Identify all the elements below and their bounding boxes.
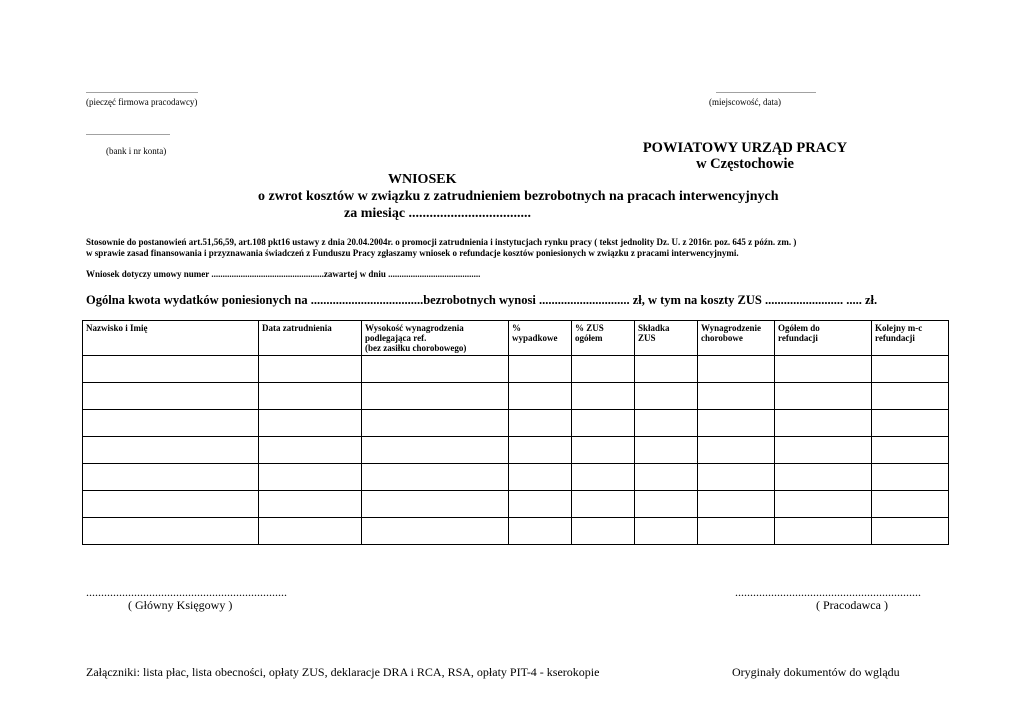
office-name xyxy=(560,140,930,172)
table-row xyxy=(83,383,949,410)
document-subtitle: o zwrot kosztów w związku z zatrudnieniem bezrobotnych na pracach interwencyjnych xyxy=(258,189,779,204)
table-cell[interactable] xyxy=(698,383,775,410)
col-name: Nazwisko i Imię xyxy=(83,321,259,356)
table-cell[interactable] xyxy=(259,383,362,410)
table-cell[interactable] xyxy=(509,518,572,545)
stamp-dots: ........................................................ xyxy=(86,86,198,95)
col-zus-contribution: Składka ZUS xyxy=(635,321,698,356)
table-cell[interactable] xyxy=(572,491,635,518)
table-cell[interactable] xyxy=(509,437,572,464)
table-cell[interactable] xyxy=(572,410,635,437)
table-cell[interactable] xyxy=(775,383,872,410)
table-cell[interactable] xyxy=(509,491,572,518)
table-cell[interactable] xyxy=(775,464,872,491)
table-cell[interactable] xyxy=(698,464,775,491)
table-cell[interactable] xyxy=(83,518,259,545)
stamp-label: (pieczęć firmowa pracodawcy) xyxy=(86,97,198,107)
office-line-1: POWIATOWY URZĄD PRACY xyxy=(642,140,848,156)
table-row xyxy=(83,491,949,518)
table-cell[interactable] xyxy=(775,410,872,437)
table-cell[interactable] xyxy=(509,356,572,383)
table-cell[interactable] xyxy=(83,464,259,491)
table-cell[interactable] xyxy=(362,410,509,437)
table-row xyxy=(83,356,949,383)
table-cell[interactable] xyxy=(259,464,362,491)
table-cell[interactable] xyxy=(83,491,259,518)
table-cell[interactable] xyxy=(259,356,362,383)
table-cell[interactable] xyxy=(872,518,949,545)
office-line-2: w Częstochowie xyxy=(696,156,794,172)
table-cell[interactable] xyxy=(635,518,698,545)
table-row xyxy=(83,518,949,545)
employees-table xyxy=(82,320,949,545)
total-amount-line: Ogólna kwota wydatków poniesionych na ....................................bezrobotnych wynosi ............................. zł, w tym na koszty ZUS ......................... ..... zł. xyxy=(86,293,878,307)
table-header-row xyxy=(83,321,949,356)
table-cell[interactable] xyxy=(509,410,572,437)
table-cell[interactable] xyxy=(259,437,362,464)
table-cell[interactable] xyxy=(698,437,775,464)
table-cell[interactable] xyxy=(635,464,698,491)
table-cell[interactable] xyxy=(698,356,775,383)
col-employment-date: Data zatrudnienia xyxy=(259,321,362,356)
attachments-note: Załączniki: lista płac, lista obecności, opłaty ZUS, deklaracje DRA i RCA, RSA, opłaty PIT-4 - kserokopie xyxy=(86,665,600,679)
col-total-refund: Ogółem do refundacji xyxy=(775,321,872,356)
table-cell[interactable] xyxy=(259,491,362,518)
table-cell[interactable] xyxy=(362,437,509,464)
table-cell[interactable] xyxy=(635,437,698,464)
table-cell[interactable] xyxy=(635,410,698,437)
col-accident-percent: % wypadkowe xyxy=(509,321,572,356)
table-cell[interactable] xyxy=(83,383,259,410)
chief-accountant-dots: ................................................................... xyxy=(86,585,287,599)
employer-label: ( Pracodawca ) xyxy=(816,598,888,612)
table-cell[interactable] xyxy=(698,518,775,545)
table-cell[interactable] xyxy=(509,383,572,410)
table-cell[interactable] xyxy=(872,383,949,410)
table-cell[interactable] xyxy=(572,437,635,464)
table-cell[interactable] xyxy=(362,464,509,491)
table-cell[interactable] xyxy=(509,464,572,491)
col-sick-pay: Wynagrodzenie chorobowe xyxy=(698,321,775,356)
table-cell[interactable] xyxy=(635,491,698,518)
chief-accountant-label: ( Główny Księgowy ) xyxy=(128,598,233,612)
legal-basis-line-1: Stosownie do postanowień art.51,56,59, art.108 pkt16 ustawy z dnia 20.04.2004r. o promocji zatrudnienia i instytucjach rynku pracy ( tekst jednolity Dz. U. z 2016r. poz. 645 z późn. zm. ) xyxy=(86,237,797,247)
place-dots: .................................................. xyxy=(716,86,816,95)
table-cell[interactable] xyxy=(635,383,698,410)
col-zus-percent: % ZUS ogółem xyxy=(572,321,635,356)
agreement-line: Wniosek dotyczy umowy numer ..................................................zawartej w dniu ......................................... xyxy=(86,269,481,279)
table-cell[interactable] xyxy=(698,410,775,437)
bank-label: (bank i nr konta) xyxy=(106,146,167,156)
table-cell[interactable] xyxy=(572,518,635,545)
place-label: (miejscowość, data) xyxy=(709,97,781,107)
table-cell[interactable] xyxy=(872,491,949,518)
table-row xyxy=(83,410,949,437)
table-cell[interactable] xyxy=(362,356,509,383)
table-cell[interactable] xyxy=(259,410,362,437)
table-cell[interactable] xyxy=(572,356,635,383)
col-next-month: Kolejny m-c refundacji xyxy=(872,321,949,356)
table-cell[interactable] xyxy=(259,518,362,545)
month-field: za miesiąc ................................... xyxy=(344,206,532,221)
employer-dots: .............................................................. xyxy=(735,585,921,599)
table-cell[interactable] xyxy=(872,464,949,491)
table-cell[interactable] xyxy=(362,383,509,410)
table-cell[interactable] xyxy=(775,356,872,383)
legal-basis-line-2: w sprawie zasad finansowania i przyznawania świadczeń z Funduszu Pracy zgłaszamy wniosek o refundacje kosztów poniesionych w związku z pracami interwencyjnymi. xyxy=(86,248,739,258)
table-cell[interactable] xyxy=(872,356,949,383)
document-title: WNIOSEK xyxy=(388,172,457,187)
originals-note: Oryginały dokumentów do wglądu xyxy=(732,665,900,679)
table-cell[interactable] xyxy=(872,410,949,437)
table-cell[interactable] xyxy=(572,383,635,410)
table-cell[interactable] xyxy=(362,491,509,518)
col-salary: Wysokość wynagrodzenia podlegająca ref. (bez zasiłku chorobowego) xyxy=(362,321,509,356)
table-cell[interactable] xyxy=(83,437,259,464)
table-cell[interactable] xyxy=(83,356,259,383)
table-body xyxy=(83,356,949,545)
table-cell[interactable] xyxy=(775,491,872,518)
table-cell[interactable] xyxy=(775,518,872,545)
table-cell[interactable] xyxy=(83,410,259,437)
table-cell[interactable] xyxy=(572,464,635,491)
table-row xyxy=(83,464,949,491)
table-cell[interactable] xyxy=(362,518,509,545)
table-cell[interactable] xyxy=(698,491,775,518)
table-cell[interactable] xyxy=(775,437,872,464)
table-cell[interactable] xyxy=(872,437,949,464)
table-cell[interactable] xyxy=(635,356,698,383)
table-row xyxy=(83,437,949,464)
bank-dots: .......................................... xyxy=(86,128,170,137)
